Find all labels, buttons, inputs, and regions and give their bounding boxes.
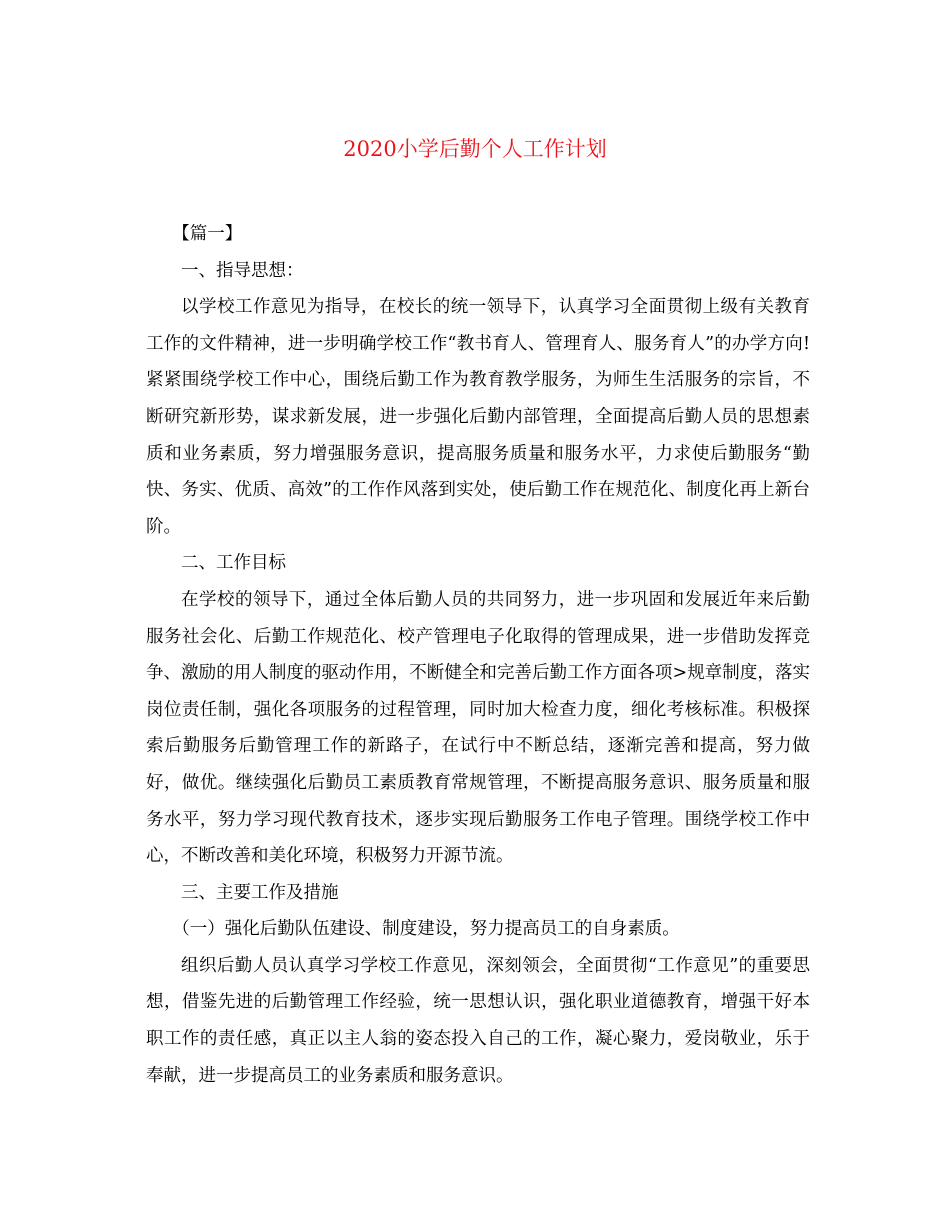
section-label: 【篇一】	[172, 224, 243, 244]
document-body	[146, 216, 810, 1094]
heading-guiding-ideology: 一、指导思想：	[181, 260, 304, 281]
heading-work-goals: 二、工作目标	[181, 553, 286, 574]
paragraph-guiding-ideology: 以学校工作意见为指导，在校长的统一领导下，认真学习全面贯彻上级有关教育工作的文件精神，进一步明确学校工作“教书育人、管理育人、服务育人”的办学方向!紧紧围绕学校工作中心，围绕后勤工作为教育教学服务，为师生生活服务的宗旨，不断研究新形势，谋求新发展，进一步强化后勤内部管理，全面提高后勤人员的思想素质和业务素质，努力增强服务意识，提高服务质量和服务水平，力求使后勤服务“勤快、务实、优质、高效”的工作作风落到实处，使后勤工作在规范化、制度化再上新台阶。	[146, 297, 810, 537]
document-title: 2020小学后勤个人工作计划	[343, 137, 607, 161]
paragraph-work-goals: 在学校的领导下，通过全体后勤人员的共同努力，进一步巩固和发展近年来后勤服务社会化、后勤工作规范化、校产管理电子化取得的管理成果，进一步借助发挥竞争、激励的用人制度的驱动作用，不断健全和完善后勤工作方面各项>规章制度，落实岗位责任制，强化各项服务的过程管理，同时加大检查力度，细化考核标准。积极探索后勤服务后勤管理工作的新路子，在试行中不断总结，逐渐完善和提高，努力做好，做优。继续强化后勤员工素质教育常规管理，不断提高服务意识、服务质量和服务水平，努力学习现代教育技术，逐步实现后勤服务工作电子管理。围绕学校工作中心，不断改善和美化环境，积极努力开源节流。	[146, 589, 810, 867]
heading-main-work: 三、主要工作及措施	[181, 882, 339, 903]
subheading-team-building: （一）强化后勤队伍建设、制度建设，努力提高员工的自身素质。	[172, 919, 680, 940]
paragraph-team-building: 组织后勤人员认真学习学校工作意见，深刻领会，全面贯彻“工作意见”的重要思想，借鉴先进的后勤管理工作经验，统一思想认识，强化职业道德教育，增强干好本职工作的责任感，真正以主人翁的姿态投入自己的工作，凝心聚力，爱岗敬业，乐于奉献，进一步提高员工的业务素质和服务意识。	[146, 955, 810, 1086]
